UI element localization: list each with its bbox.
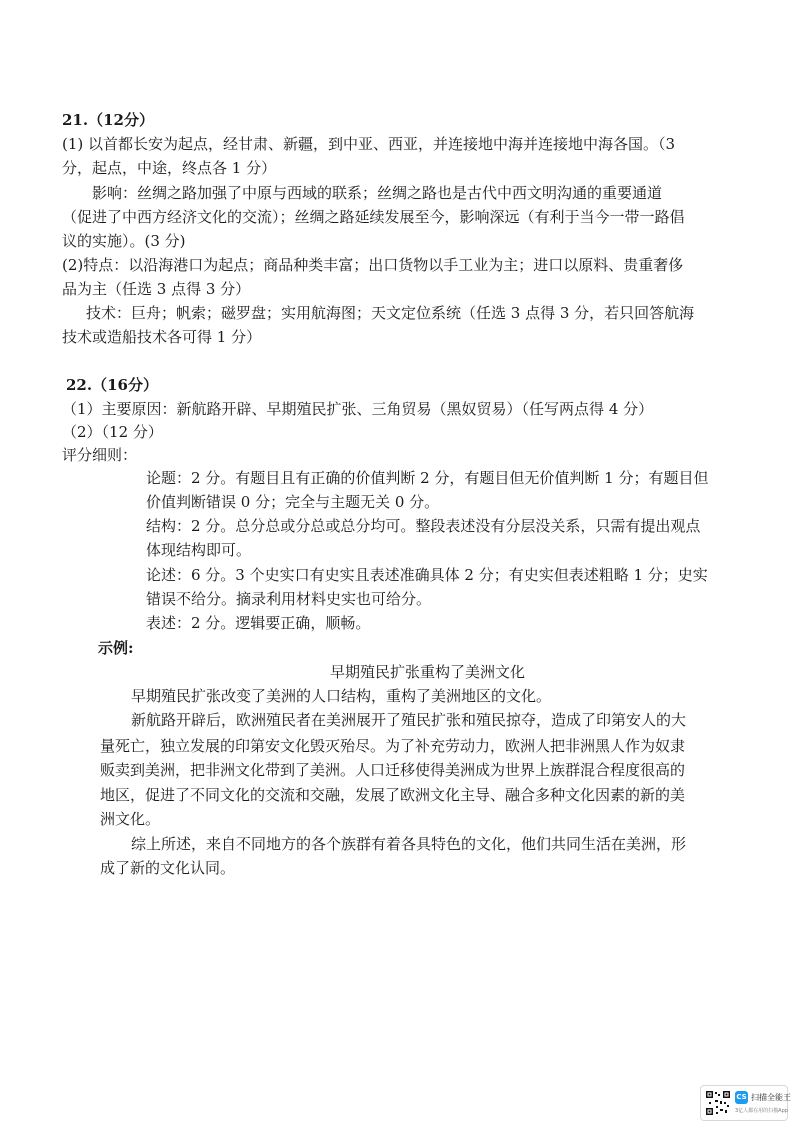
essay-title: 早期殖民扩张重构了美洲文化 <box>330 663 526 681</box>
essay-line: 成了新的文化认同。 <box>100 859 236 877</box>
app-name: 扫描全能王 <box>751 1093 791 1102</box>
criteria-line: 价值判断错误 0 分；完全与主题无关 0 分。 <box>146 493 440 511</box>
essay-line: 综上所述，来自不同地方的各个族群有着各具特色的文化，他们共同生活在美洲，形 <box>131 835 687 853</box>
q21-line: 影响：丝绸之路加强了中原与西域的联系；丝绸之路也是古代中西文明沟通的重要通道 <box>92 184 663 202</box>
criteria-line: 论题：2 分。有题目且有正确的价值判断 2 分，有题目但无价值判断 1 分；有题目但 <box>146 469 709 487</box>
essay-line: 早期殖民扩张改变了美洲的人口结构，重构了美洲地区的文化。 <box>131 687 552 705</box>
criteria-line: 表述：2 分。逻辑要正确，顺畅。 <box>146 614 371 632</box>
qr-code-icon <box>705 1090 731 1116</box>
criteria-line: 体现结构即可。 <box>146 541 252 559</box>
q21-line: 分，起点，中途，终点各 1 分） <box>62 159 277 177</box>
q21-line: (1) 以首都长安为起点，经甘肃、新疆，到中亚、西亚，并连接地中海并连接地中海各国。（3 <box>62 135 676 153</box>
essay-line: 量死亡，独立发展的印第安文化毁灭殆尽。为了补充劳动力，欧洲人把非洲黑人作为奴隶 <box>100 737 686 755</box>
q21-line: 品为主（任选 3 点得 3 分） <box>62 280 251 298</box>
essay-line: 贩卖到美洲，把非洲文化带到了美洲。人口迁移使得美洲成为世界上族群混合程度很高的 <box>100 761 686 779</box>
q21-header: 21.（12分） <box>62 111 154 129</box>
criteria-line: 论述：6 分。3 个史实口有史实且表述准确具体 2 分；有史实但表述粗略 1 分；史实 <box>146 566 708 584</box>
essay-line: 洲文化。 <box>100 810 161 828</box>
q21-line: （促进了中西方经济文化的交流）；丝绸之路延续发展至今，影响深远（有利于当今一带一路倡 <box>62 208 685 226</box>
essay-line: 新航路开辟后，欧洲殖民者在美洲展开了殖民扩张和殖民掠夺，造成了印第安人的大 <box>131 711 687 729</box>
q22-line: （2）（12 分） <box>62 423 163 441</box>
q22-line: 评分细则： <box>62 446 138 464</box>
camscanner-logo-icon: CS <box>735 1091 748 1104</box>
q21-line: 议的实施）。(3 分) <box>62 232 186 250</box>
criteria-line: 结构：2 分。总分总或分总或总分均可。整段表述没有分层没关系，只需有提出观点 <box>146 517 701 535</box>
q22-header: 22.（16分） <box>66 376 158 394</box>
app-subtitle: 3亿人都在用的扫描App <box>735 1108 788 1114</box>
q21-line: (2)特点：以沿海港口为起点；商品种类丰富；出口货物以手工业为主；进口以原料、贵重奢侈 <box>62 256 684 274</box>
criteria-line: 错误不给分。摘录利用材料史实也可给分。 <box>146 590 432 608</box>
example-label: 示例: <box>98 639 134 657</box>
q21-line: 技术：巨舟；帆索；磁罗盘；实用航海图；天文定位系统（任选 3 点得 3 分，若只回答航海 <box>86 304 695 322</box>
q21-line: 技术或造船技术各可得 1 分） <box>62 328 262 346</box>
q22-line: （1）主要原因：新航路开辟、早期殖民扩张、三角贸易（黑奴贸易）（任写两点得 4 分） <box>62 400 654 418</box>
essay-line: 地区，促进了不同文化的交流和交融，发展了欧洲文化主导、融合多种文化因素的新的美 <box>100 786 686 804</box>
scanner-watermark <box>700 1085 791 1121</box>
